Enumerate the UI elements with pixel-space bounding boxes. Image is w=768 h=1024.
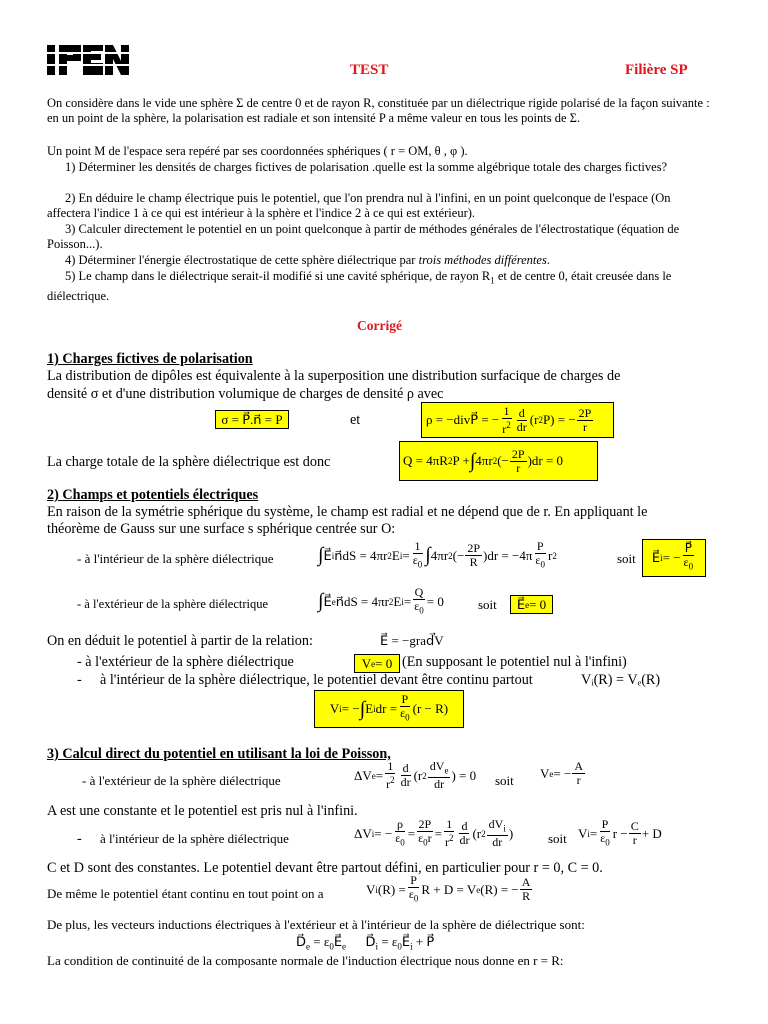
poisson-interior-formula: ΔV i = − $\frac{\rho}{\varepsilon_0}$ = $\frac{2P}{\varepsilon_0r}$ = $\frac{1}{r^2}$ $\frac{d}{dr}$ (r 2 $\frac{dV_i}{dr}$ ) [354, 817, 514, 850]
normal-continuity-label: La condition de continuité de la composante normale de l'induction électrique nous donne en r = R: [47, 953, 564, 968]
total-charge-label: La charge totale de la sphère diélectrique est donc [47, 454, 331, 470]
continuity-relation: Vᵢ(R) = Vₑ(R) [581, 672, 661, 688]
sigma-formula: σ = P⃗.n⃗ = P [215, 410, 289, 429]
interior-potential-solution: V i = $\frac{P}{\varepsilon_0}$ r − $\frac{C}{r}$ + D [578, 817, 662, 848]
soit-label-3: soit [495, 773, 514, 788]
intro-paragraph: On considère dans le vide une sphère Σ de centre 0 et de rayon R, constituée par un diélectrique rigide polarisé de la façon suivante : en un point de la sphère, la polarisation est radiale et son intensité P a même valeur en tous les points de Σ. [47, 96, 710, 126]
question-3: 3) Calculer directement le potentiel en un point quelconque à partir de méthodes générales de l'électrostatique (équation de Poisson...). [47, 222, 680, 252]
question-4: 4) Déterminer l'énergie électrostatique de cette sphère diélectrique par trois méthodes différentes. [65, 253, 550, 267]
constant-a-note: A est une constante et le potentiel est pris nul à l'infini. [47, 803, 358, 819]
and-label: et [350, 412, 361, 428]
section-1-line-2: densité σ et d'une distribution volumique de charges de densité ρ avec [47, 386, 444, 402]
total-charge-formula: Q = 4πR 2 P + ∫ 4πr 2 (− $\frac{2P}{r}$ )dr = 0 [399, 441, 598, 481]
poisson-exterior-label: - à l'extérieur de la sphère diélectrique [82, 773, 281, 788]
poisson-exterior-formula: ΔV e = $\frac{1}{r^2}$ $\frac{d}{dr}$ (r 2 $\frac{dV_e}{dr}$ ) = 0 [354, 759, 477, 792]
question-2: 2) En déduire le champ électrique puis le potentiel, que l'on prendra nul à l'infini, en un point quelconque de l'espace (On affectera l'indice 1 à ce qui est intérieur à la sphère et l'indice 2 à ce qui est extérieur). [47, 191, 671, 221]
poisson-interior-label: à l'intérieur de la sphère diélectrique [100, 831, 289, 846]
potential-relation-label: On en déduit le potentiel à partir de la relation: [47, 633, 313, 649]
constants-cd-note: C et D sont des constantes. Le potentiel devant être partout défini, en particulier pour r = 0, C = 0. [47, 860, 603, 876]
exterior-field-formula: E⃗ e = 0 [510, 595, 553, 614]
section-1-line-1: La distribution de dipôles est équivalente à la superposition une distribution surfacique de charges de [47, 368, 621, 384]
continuity-label: De même le potentiel étant continu en tout point on a [47, 886, 324, 901]
section-2-title: 2) Champs et potentiels électriques [47, 487, 259, 503]
logo-graphic [47, 42, 129, 76]
section-1-title: 1) Charges fictives de polarisation [47, 351, 253, 367]
gauss-exterior-label: - à l'extérieur de la sphère diélectrique [77, 597, 269, 611]
section-2-line-2: théorème de Gauss sur une surface s sphérique centrée sur O: [47, 521, 396, 537]
soit-label-2: soit [478, 597, 497, 612]
ipein-logo [47, 42, 129, 76]
gauss-interior-label: - à l'intérieur de la sphère diélectrique [77, 551, 274, 566]
induction-formulas: $D⃗_e$ = $\varepsilon_0E⃗_e$ $D⃗_i$ = $\varepsilon_0E⃗_i$ + P⃗ [296, 934, 435, 952]
exterior-potential-solution: V e = − $\frac{A}{r}$ [540, 759, 583, 787]
gauss-exterior-formula: ∫ E⃗ e n⃗dS = 4πr 2 E i = $\frac{Q}{\varepsilon_0}$ = 0 [318, 585, 444, 616]
interior-potential-formula: V i = − ∫ E i dr = $\frac{P}{\varepsilon_0}$ (r − R) [314, 690, 464, 728]
section-2-line-1: En raison de la symétrie sphérique du système, le champ est radial et ne dépend que de r. En appliquant le [47, 504, 648, 520]
induction-label: De plus, les vecteurs inductions électriques à l'extérieur et à l'intérieur de la sphère de diélectrique sont: [47, 917, 585, 932]
filiere-label: Filière SP [625, 62, 688, 78]
gradient-relation: E⃗ = −grad⃗V [380, 633, 444, 648]
soit-label-4: soit [548, 831, 567, 846]
section-3-title: 3) Calcul direct du potentiel en utilisant la loi de Poisson, [47, 746, 391, 762]
continuity-formula: V i (R) = $\frac{P}{\varepsilon_0}$ R + D = V e (R) = − $\frac{A}{R}$ [366, 873, 531, 904]
potential-interior-label: à l'intérieur de la sphère diélectrique, le potentiel devant être continu partout [100, 672, 533, 688]
gauss-interior-formula: ∫ E⃗ i n⃗dS = 4πr 2 E i = $\frac{1}{\varepsilon_0}$ ∫ 4πr 2 (− $\frac{2P}{R}$ )dr = −4π $\frac{P}{\varepsilon_0}$ r 2 [318, 539, 557, 570]
corrige-heading: Corrigé [357, 318, 402, 333]
potential-exterior-label: - à l'extérieur de la sphère diélectrique [77, 654, 294, 670]
interior-field-formula: E⃗ i = − $\frac{P⃗}{\varepsilon_0}$ [642, 539, 706, 577]
rho-formula: ρ = −divP⃗ = − $\frac{1}{r^2}$ $\frac{d}{dr}$ (r 2 P) = − $\frac{2P}{r}$ [421, 402, 614, 438]
question-5: 5) Le champ dans le diélectrique serait-il modifié si une cavité sphérique, de rayon $R_1$ et de centre 0, était creusée dans le diélectrique. [47, 269, 672, 303]
page-title: TEST [350, 62, 389, 78]
soit-label-1: soit [617, 551, 636, 566]
exterior-potential-formula: V e = 0 [354, 654, 400, 673]
intro-coordinates: Un point M de l'espace sera repéré par ses coordonnées sphériques ( r = OM, θ , φ ). [47, 144, 468, 158]
dash-bullet: - [77, 672, 82, 688]
question-1: 1) Déterminer les densités de charges fictives de polarisation .quelle est la somme algébrique totale des charges fictives? [65, 160, 668, 174]
potential-note: (En supposant le potentiel nul à l'infini) [402, 654, 627, 670]
dash-bullet-2: - [77, 831, 82, 847]
